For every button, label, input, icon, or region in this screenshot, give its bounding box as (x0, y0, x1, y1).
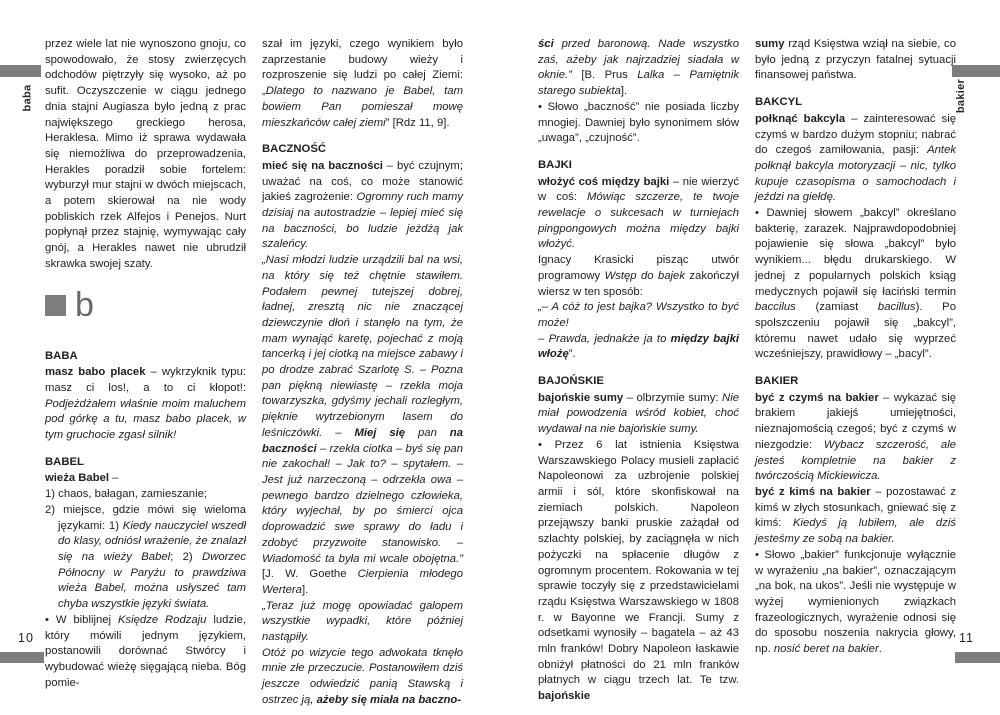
entry-paragraph (538, 175, 739, 254)
text-run: [J. W. Goethe (262, 568, 358, 581)
text-run: „Teraz już mogę opowiadać galopem wszystkie wypadki, które później nastąpiły. (262, 599, 463, 644)
text-run: Kiedy nauczyciel wszedł do klasy, odniósł wrażenie, że znalazł się na wieży Babel (58, 519, 246, 563)
text-run: ” [Rdz 11, 9]. (385, 116, 450, 129)
text-run: bajońskie (538, 690, 591, 703)
left-margin-guide-word: baba (21, 84, 34, 112)
entry-paragraph (538, 100, 739, 147)
text-run: – (109, 472, 119, 485)
text-run: ści (538, 38, 554, 50)
text-run: Miej się (354, 426, 406, 439)
text-run: • Przez 6 lat istnienia Księstwa Warszawskiego Polacy musieli zapłacić Napoleonowi za uzbrojenie polskiej armii i sól, które skonfiskował na ziemiach polskich. Napoleon przejąwszy banki pruskie zażądał od szlachty polskiej, by zaciągnęła w nich pożyczki na spłacenie długów z ogromnym procentem. Rokowania w tej sprawie toczyły się z przedstawicielami rządu Księstwa Warszawskiego w 1808 r. w Bayonne we Francji. Sumy z odsetkami wynosiły – bagatela – aż 43 mln franków! Dobry Napoleon łaskawie obniżył płatności do 21 mln franków płatnych w ciągu trzech lat. Te tzw. (538, 438, 739, 687)
text-run: sumy (755, 38, 785, 50)
text-run: bajońskie sumy (538, 391, 624, 404)
text-run: Cierpienia młodego Wertera (262, 568, 463, 596)
text-run: Ignacy Krasicki pisząc utwór programowy (538, 254, 739, 282)
text-run: szał im języki, czego wynikiem było zaprzestanie budowy wieży i rozproszenie się ludzi po całej Ziemi: „ (262, 38, 463, 98)
text-run: – Prawda, jednakże ja to (538, 332, 671, 345)
text-run: ażeby się miała na baczno- (316, 693, 462, 706)
text-run: Dworzec Północny w Paryżu to prawdziwa wieża Babel, można usłyszeć tam chyba wszystkie języki świata. (58, 550, 246, 611)
text-run: Mówiąc szczerze, te twoje rewelacje o sukcesach w turniejach pingpongowych można między bajki włożyć. (538, 191, 740, 251)
text-run: być z kimś na bakier (755, 485, 871, 498)
text-run: połknąć bakcyla (755, 112, 846, 125)
text-run: . (878, 643, 882, 656)
entry-paragraph (538, 37, 739, 100)
section-square-icon (45, 295, 66, 316)
text-run: Księdze Rodzaju (117, 613, 207, 626)
text-run: Kiedyś ją lubiłem, ale dziś jesteśmy ze sobą na bakier. (755, 517, 956, 546)
text-run: zakończył wiersz w ten sposób: (538, 269, 739, 298)
entry-paragraph (755, 391, 956, 485)
entry-paragraph (45, 613, 246, 692)
entry-paragraph (755, 548, 956, 658)
entry-paragraph (538, 438, 739, 705)
entry-paragraph (262, 37, 463, 131)
text-run: – zainteresować się czymś w bardzo dużym stopniu; nabrać do czegoś zamiłowania, pasji: (755, 112, 956, 157)
text-run: ]. (301, 583, 309, 596)
entry-paragraph (538, 332, 739, 363)
entry-paragraph (262, 599, 463, 646)
left-margin-thumb-bar (0, 65, 41, 77)
section-letter: b (75, 285, 94, 324)
left-page-column-2 (262, 37, 463, 709)
entry-headword: BAKIER (755, 375, 799, 388)
text-run: • Słowo „baczność” nie posiada liczby mnogiej. Dawniej było synonimem słów „uwaga”, „czujność”. (538, 100, 739, 145)
left-page-column-1 (45, 37, 246, 691)
text-run: ”. (568, 348, 576, 361)
alphabet-section-marker (45, 287, 246, 323)
right-page-number: 11 (959, 631, 974, 645)
text-run: Nie miał powodzenia wśród kobiet, choć wydawał na nie bajońskie sumy. (538, 391, 739, 436)
text-run: • Słowo „bakier” funkcjonuje wyłącznie w wyrażeniu „na bakier”, oznaczającym „na bok, na ukos”. Jeśli nie występuje w wyżej wymienionych związkach frazeologicznych, wyrażenie odnosi się do sposobu noszenia nakrycia głowy, np. (755, 548, 956, 656)
text-run: Ogromny ruch mamy dzisiaj na autostradzie – lepiej mieć się na baczności, bo ludzie jeżdżą jak szaleńcy. (262, 191, 463, 251)
text-run: [B. Prus (571, 69, 638, 82)
text-run: • Dawniej słowem „bakcyl” określano bakterię, zarazek. Najprawdopodobniej pojawienie się słowa „bakcyl” było wynikiem... błędu drukarskiego. W jednej z popularnych polskich ksiąg medycznych pojawił się łaciński termin (755, 207, 956, 298)
entry-paragraph (262, 159, 463, 253)
entry-headword: BACZNOŚĆ (262, 143, 327, 156)
text-run: rząd Księstwa wziął na siebie, co było jedną z przyczyn fatalnej sytuacji finansowej państwa. (755, 38, 956, 82)
entry-paragraph (45, 503, 246, 613)
text-run: między bajki włożę (538, 332, 739, 361)
entry-paragraph (262, 253, 463, 598)
text-run: wieża Babel (45, 472, 110, 485)
entry-paragraph (755, 206, 956, 363)
entry-headword: BAKCYL (755, 96, 803, 109)
text-run: ; 2) (170, 550, 203, 563)
entry-paragraph (45, 487, 246, 503)
text-run: Wstęp do bajek (604, 269, 685, 282)
entry-paragraph (45, 37, 246, 273)
entry-headword: BAJOŃSKIE (538, 375, 604, 388)
entry-paragraph (45, 471, 246, 487)
text-run: pan (405, 426, 450, 439)
entry-paragraph (538, 253, 739, 300)
text-run: ludzie, który mówili jednym językiem, postanowili dorównać Stwórcy i wybudować wieżę sięgającą nieba. Bóg pomie- (45, 613, 247, 689)
text-run: Wybacz szczerość, ale jesteś kompletnie na bakier z twórczością Mickiewicza. (755, 438, 956, 483)
entry-headword: BABEL (45, 455, 84, 468)
right-margin-guide-word: bakier (954, 78, 967, 114)
text-run: – rzekła ciotka – byś się pan nie zakochał! – Jak to? – spytałem. – Jest już narzeczoną – odrzekła owa – pewnego bardzo dzielnego człowieka, który wyjechał, by po śmierci ojca doprowadzić swe sprawy do ładu i zdobyć przyzwoite stanowisko. – Wiadomość ta była mi wcale obojętna.” (262, 442, 463, 565)
entry-paragraph (45, 365, 246, 444)
entry-paragraph (262, 646, 463, 709)
right-page-column-1 (538, 37, 739, 705)
text-run: – nie wierzyć w coś: (538, 175, 739, 204)
text-run: „Nasi młodzi ludzie urządzili bal na wsi, na który się też chętnie stawiłem. Podałem pewnej tutejszej dobrej, ładnej, zresztą nic nie znaczącej dziewczynie dłoń i stanęło na tym, że mam wynająć karetę, pojechać z moją tancerką i jej ciotką na miejsce zabawy i po drodze zabrać Szarlotę S. – Pozna pan piękną niewiastę – rzekła moja towarzyszka, gdyśmy jechali rozległym, pięknie wytrzebionym lasem do leśniczówki. – (262, 254, 463, 439)
text-run: 1) chaos, bałagan, zamieszanie; (45, 488, 208, 501)
text-run: baccilus (755, 301, 796, 314)
text-run: nosić beret na bakier (773, 643, 879, 656)
text-run: przez wiele lat nie wynoszono gnoju, co spowodowało, że stosy zwierzęcych odchodów piętrzyły się wysoko, aż po sufit. Oczyszczenie w ciągu jednego dnia stajni Augiasza było jedną z prac największego greckiego herosa, Heraklesa. Mimo iż sprawa wydawała się niemożliwa do przeprowadzenia, Herakles poradził sobie fortelem: wyburzył mur stajni w dwóch miejscach, a potem skierował na nie wody pobliskich rzek Alfejos i Penejos. Nurt popłynął przez stajnię, wymywając cały gnój, a Herakles nawet nie ubrudził skrawka swojej szaty. (45, 38, 246, 270)
text-run: – wykazać się brakiem jakiejś umiejętności, nieznajomością czegoś; być z czymś w niezgodzie: (755, 391, 956, 451)
entry-headword: BAJKI (538, 158, 572, 171)
right-margin-thumb-bar (952, 65, 1000, 77)
entry-paragraph (755, 112, 956, 206)
text-run: Dlatego to nazwano je Babel, tam bowiem Pan pomieszał mowę mieszkańców całej ziemi (262, 85, 463, 129)
right-footer-bar (955, 652, 1000, 663)
text-run: – pozostawać z kimś w złych stosunkach, gniewać się z kimś: (755, 485, 956, 530)
text-run: na baczności (262, 426, 463, 455)
entry-paragraph (538, 391, 739, 438)
text-run: ). Po spolszczeniu pojawił się „bakcyl”, któremu nawet udało się wyprzeć wcześniejszy, prawidłowy – „bacyl”. (755, 301, 957, 361)
text-run: – wykrzyknik typu: masz ci los!, a to ci kłopot!: (45, 366, 246, 394)
text-run: Antek połknął bakcyla motoryzacji – nic, tylko kupuje czasopisma o samochodach i jeździ na giełdę. (755, 144, 956, 204)
text-run: Otóż po wizycie tego adwokata tknęło mnie złe przeczucie. Postanowiłem dziś jeszcze odwiedzić panią Stawską i ostrzec ją, (262, 646, 463, 706)
text-run: bacillus (877, 301, 916, 314)
text-run: przed baronową. Nade wszystko zaś, ażeby jak najrzadziej siadała w oknie.” (538, 38, 739, 82)
right-page-column-2 (755, 37, 956, 658)
left-page-number: 10 (18, 631, 34, 645)
left-footer-bar (0, 652, 44, 663)
text-run: mieć się na baczności (262, 159, 383, 172)
entry-paragraph (538, 300, 739, 331)
text-run: – olbrzymie sumy: (623, 391, 723, 404)
text-run: ]. (620, 85, 628, 98)
entry-paragraph (755, 485, 956, 548)
text-run: włożyć coś między bajki (538, 175, 670, 188)
text-run: • W biblijnej (45, 613, 118, 626)
text-run: „– A cóż to jest bajka? Wszystko to być może! (538, 301, 739, 329)
text-run: – być czujnym; uważać na coś, co może stanowić jakieś zagrożenie: (262, 159, 463, 204)
text-run: być z czymś na bakier (755, 391, 879, 404)
entry-headword: BABA (45, 349, 78, 362)
text-run: Lalka – Pamiętnik starego subiekta (538, 69, 739, 98)
text-run: masz babo placek (45, 366, 146, 379)
text-run: Podjeżdżałem właśnie moim maluchem pod górkę a tu, masz babo placek, w tym gruchocie zgasł silnik! (45, 397, 246, 442)
text-run: (zamiast (795, 301, 878, 314)
entry-paragraph (755, 37, 956, 84)
text-run: 2) miejsce, gdzie mówi się wieloma językami: 1) (45, 503, 246, 532)
